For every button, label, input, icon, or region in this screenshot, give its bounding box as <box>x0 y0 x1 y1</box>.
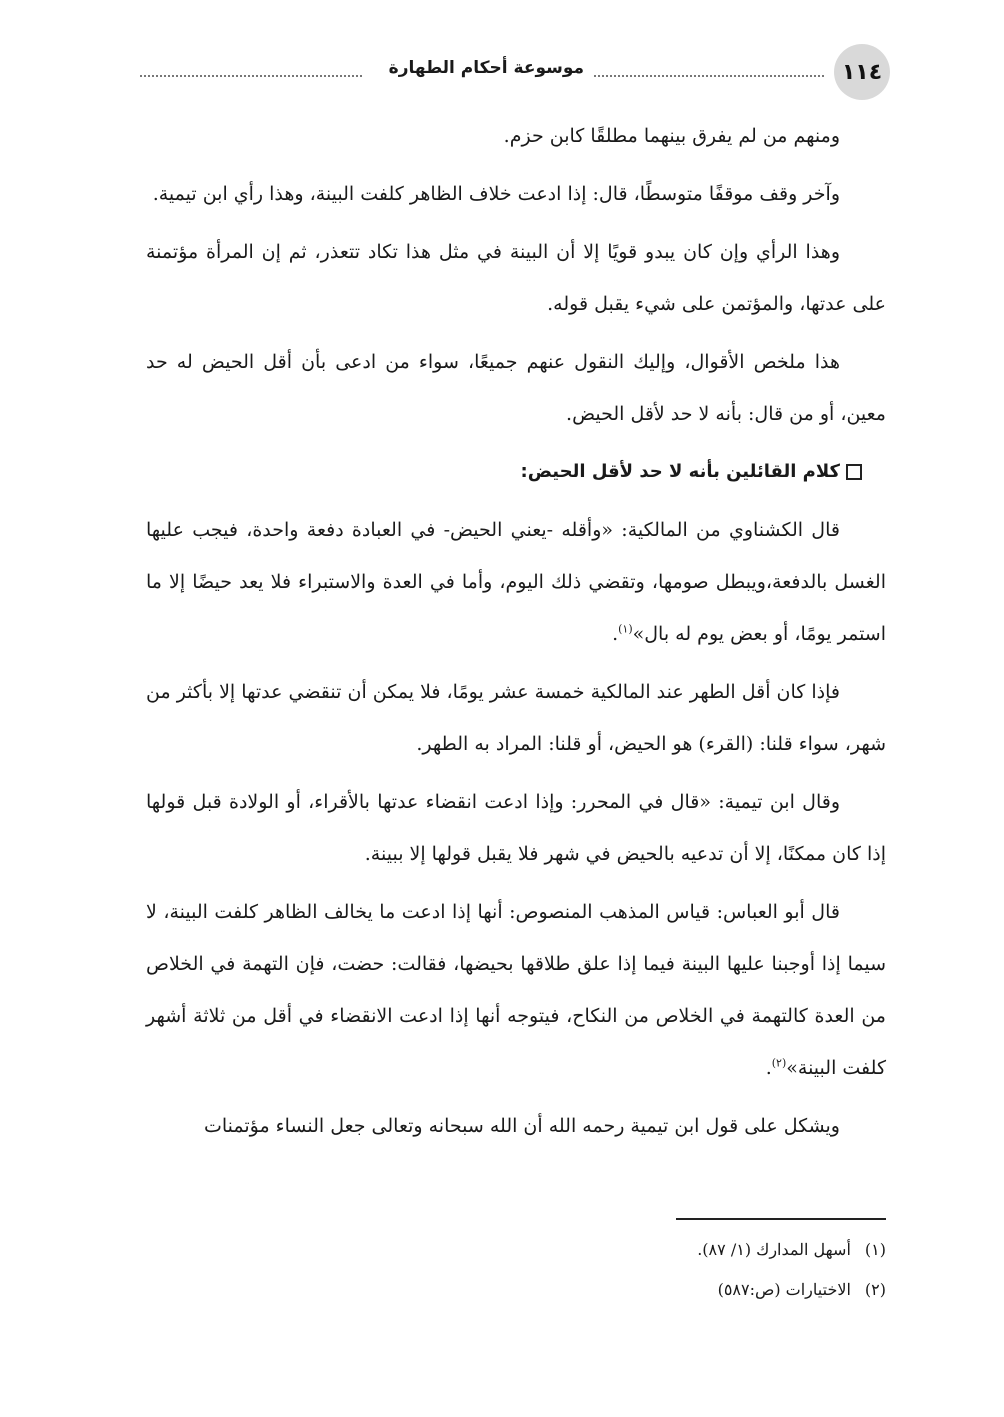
footnote-reference: (١) <box>618 622 633 636</box>
footnote-reference: (٢) <box>771 1056 787 1070</box>
paragraph-tail: . <box>612 623 619 645</box>
section-heading-text: كلام القائلين بأنه لا حد لأقل الحيض: <box>520 461 840 482</box>
paragraph-text: ويشكل على قول ابن تيمية رحمه الله أن الله سبحانه وتعالى جعل النساء مؤتمنات <box>203 1115 840 1137</box>
paragraph <box>146 226 886 330</box>
paragraph-tail: . <box>765 1057 772 1079</box>
paragraph-text: وقال ابن تيمية: «قال في المحرر: وإذا ادعت انقضاء عدتها بالأقراء، أو الولادة قبل قولها إذا كان ممكنًا، إلا أن تدعيه بالحيض في شهر فلا يقبل قولها إلا ببينة. <box>146 791 886 865</box>
section-heading <box>146 446 886 498</box>
footnote-number: (٢) <box>864 1280 886 1299</box>
main-text <box>146 110 886 1158</box>
paragraph-text: فإذا كان أقل الطهر عند المالكية خمسة عشر يومًا، فلا يمكن أن تنقضي عدتها إلا بأكثر من شهر، سواء قلنا: (القرء) هو الحيض، أو قلنا: المراد به الطهر. <box>146 681 886 755</box>
paragraph <box>146 168 886 220</box>
running-title: موسوعة أحكام الطهارة <box>381 58 592 78</box>
paragraph-text: قال أبو العباس: قياس المذهب المنصوص: أنها إذا ادعت ما يخالف الظاهر كلفت البينة، لا سيما إذا أوجبنا عليها البينة فيما إذا علق طلاقها بحيضها، فقالت: حضت، فإن التهمة في الخلاص من العدة كالتهمة في الخلاص من النكاح، فيتوجه أنها إذا ادعت الانقضاء في أقل من ثلاثة أشهر كلفت البينة» <box>146 901 886 1079</box>
paragraph-text: وآخر وقف موقفًا متوسطًا، قال: إذا ادعت خلاف الظاهر كلفت البينة، وهذا رأي ابن تيمية. <box>152 183 840 205</box>
paragraph <box>146 336 886 440</box>
paragraph-text: قال الكشناوي من المالكية: «وأقله -يعني الحيض- في العبادة دفعة واحدة، فيجب عليها الغسل بالدفعة،ويبطل صومها، وتقضي ذلك اليوم، وأما في العدة والاستبراء فلا يعد حيضًا إلا ما استمر يومًا، أو بعض يوم له بال» <box>146 519 886 645</box>
paragraph <box>146 1100 886 1152</box>
footnote <box>146 1230 886 1270</box>
paragraph <box>146 504 886 660</box>
footnote-number: (١) <box>864 1240 886 1259</box>
paragraph-text: وهذا الرأي وإن كان يبدو قويًا إلا أن البينة في مثل هذا تكاد تتعذر، ثم إن المرأة مؤتمنة على عدتها، والمؤتمن على شيء يقبل قوله. <box>146 241 886 315</box>
paragraph-text: ومنهم من لم يفرق بينهما مطلقًا كابن حزم. <box>503 125 840 147</box>
paragraph <box>146 776 886 880</box>
paragraph-text: هذا ملخص الأقوال، وإليك النقول عنهم جميعًا، سواء من ادعى بأن أقل الحيض له حد معين، أو من قال: بأنه لا حد لأقل الحيض. <box>146 351 886 425</box>
footnotes <box>146 1230 886 1310</box>
page-header <box>140 44 890 100</box>
header-dotted-rule <box>140 75 362 77</box>
footnote-text: الاختيارات (ص:٥٨٧) <box>717 1280 851 1299</box>
page-number: ١١٤ <box>834 44 890 100</box>
footnote-separator <box>676 1218 886 1220</box>
footnote <box>146 1270 886 1310</box>
paragraph <box>146 666 886 770</box>
footnote-text: أسهل المدارك (١/ ٨٧). <box>697 1240 851 1259</box>
header-dotted-rule <box>590 75 824 77</box>
square-bullet-icon <box>846 464 862 480</box>
paragraph <box>146 110 886 162</box>
paragraph <box>146 886 886 1094</box>
